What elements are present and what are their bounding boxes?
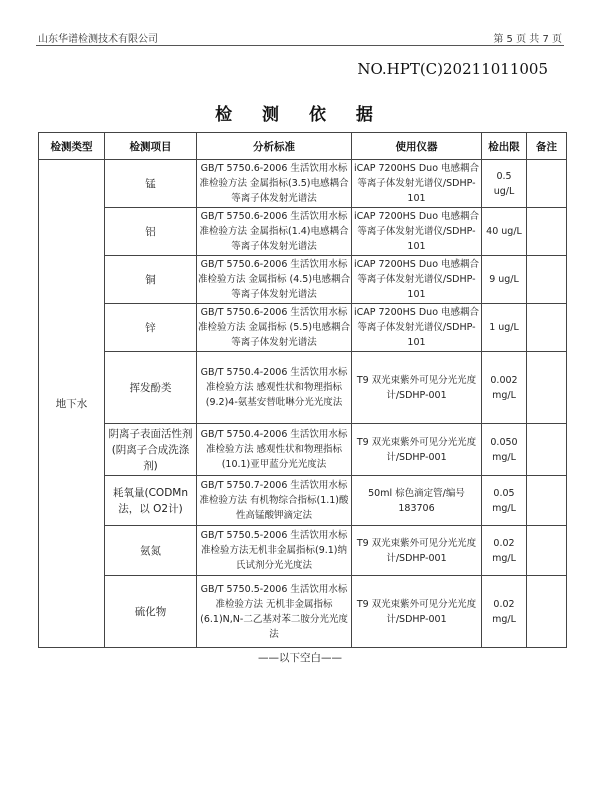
table-row <box>39 256 567 304</box>
test-item: 阴离子表面活性剂(阴离子合成洗涤剂) <box>105 424 197 476</box>
instrument: T9 双光束紫外可见分光光度计/SDHP-001 <box>352 352 482 424</box>
instrument: iCAP 7200HS Duo 电感耦合等离子体发射光谱仪/SDHP-101 <box>352 160 482 208</box>
detection-limit: 0.02 mg/L <box>482 526 527 576</box>
test-item: 铜 <box>105 256 197 304</box>
remark <box>527 304 567 352</box>
report-number: NO.HPT(C)20211011005 <box>357 60 548 78</box>
table-row <box>39 304 567 352</box>
analysis-standard: GB/T 5750.5-2006 生活饮用水标准检验方法无机非金属指标(9.1)纳氏试剂分光光度法 <box>197 526 352 576</box>
column-header-standard: 分析标准 <box>197 133 352 160</box>
instrument: iCAP 7200HS Duo 电感耦合等离子体发射光谱仪/SDHP-101 <box>352 208 482 256</box>
company-name: 山东华谱检测技术有限公司 <box>38 34 158 45</box>
detection-limit: 0.05 mg/L <box>482 476 527 526</box>
remark <box>527 476 567 526</box>
test-item: 铝 <box>105 208 197 256</box>
instrument: T9 双光束紫外可见分光光度计/SDHP-001 <box>352 424 482 476</box>
table-row <box>39 208 567 256</box>
analysis-standard: GB/T 5750.4-2006 生活饮用水标准检验方法 感观性状和物理指标(9.2)4-氨基安替吡啉分光光度法 <box>197 352 352 424</box>
remark <box>527 256 567 304</box>
remark <box>527 526 567 576</box>
detection-limit: 0.050 mg/L <box>482 424 527 476</box>
instrument: T9 双光束紫外可见分光光度计/SDHP-001 <box>352 526 482 576</box>
header-divider <box>36 45 564 46</box>
instrument: T9 双光束紫外可见分光光度计/SDHP-001 <box>352 576 482 648</box>
test-item: 氨氮 <box>105 526 197 576</box>
test-item: 挥发酚类 <box>105 352 197 424</box>
column-header-type: 检测类型 <box>39 133 105 160</box>
analysis-standard: GB/T 5750.6-2006 生活饮用水标准检验方法 金属指标 (4.5)电感耦合等离子体发射光谱法 <box>197 256 352 304</box>
testing-basis-table <box>38 132 567 648</box>
test-item: 锰 <box>105 160 197 208</box>
column-header-instrument: 使用仪器 <box>352 133 482 160</box>
analysis-standard: GB/T 5750.6-2006 生活饮用水标准检验方法 金属指标(3.5)电感耦合等离子体发射光谱法 <box>197 160 352 208</box>
analysis-standard: GB/T 5750.6-2006 生活饮用水标准检验方法 金属指标(1.4)电感耦合等离子体发射光谱法 <box>197 208 352 256</box>
end-of-content-note: ——以下空白—— <box>258 652 342 664</box>
table-header-row <box>39 133 567 160</box>
remark <box>527 352 567 424</box>
detection-limit: 0.5 ug/L <box>482 160 527 208</box>
table-row <box>39 526 567 576</box>
remark <box>527 576 567 648</box>
test-item: 锌 <box>105 304 197 352</box>
table-row <box>39 352 567 424</box>
analysis-standard: GB/T 5750.5-2006 生活饮用水标准检验方法 无机非金属指标(6.1)N,N-二乙基对苯二胺分光光度法 <box>197 576 352 648</box>
sample-type-cell: 地下水 <box>39 160 105 648</box>
page-title: 检 测 依 据 <box>215 105 385 125</box>
instrument: 50ml 棕色滴定管/编号183706 <box>352 476 482 526</box>
column-header-remark: 备注 <box>527 133 567 160</box>
detection-limit: 1 ug/L <box>482 304 527 352</box>
table-row <box>39 424 567 476</box>
instrument: iCAP 7200HS Duo 电感耦合等离子体发射光谱仪/SDHP-101 <box>352 256 482 304</box>
detection-limit: 0.02 mg/L <box>482 576 527 648</box>
detection-limit: 0.002 mg/L <box>482 352 527 424</box>
remark <box>527 208 567 256</box>
remark <box>527 424 567 476</box>
detection-limit: 40 ug/L <box>482 208 527 256</box>
column-header-item: 检测项目 <box>105 133 197 160</box>
table-row <box>39 576 567 648</box>
detection-limit: 9 ug/L <box>482 256 527 304</box>
analysis-standard: GB/T 5750.4-2006 生活饮用水标准检验方法 感观性状和物理指标(10.1)亚甲蓝分光光度法 <box>197 424 352 476</box>
instrument: iCAP 7200HS Duo 电感耦合等离子体发射光谱仪/SDHP-101 <box>352 304 482 352</box>
column-header-limit: 检出限 <box>482 133 527 160</box>
analysis-standard: GB/T 5750.6-2006 生活饮用水标准检验方法 金属指标 (5.5)电感耦合等离子体发射光谱法 <box>197 304 352 352</box>
table-row <box>39 160 567 208</box>
table-row <box>39 476 567 526</box>
analysis-standard: GB/T 5750.7-2006 生活饮用水标准检验方法 有机物综合指标(1.1)酸性高锰酸钾滴定法 <box>197 476 352 526</box>
remark <box>527 160 567 208</box>
test-item: 硫化物 <box>105 576 197 648</box>
page-indicator: 第 5 页 共 7 页 <box>493 34 562 45</box>
test-item: 耗氧量(CODMn法，以 O2计) <box>105 476 197 526</box>
